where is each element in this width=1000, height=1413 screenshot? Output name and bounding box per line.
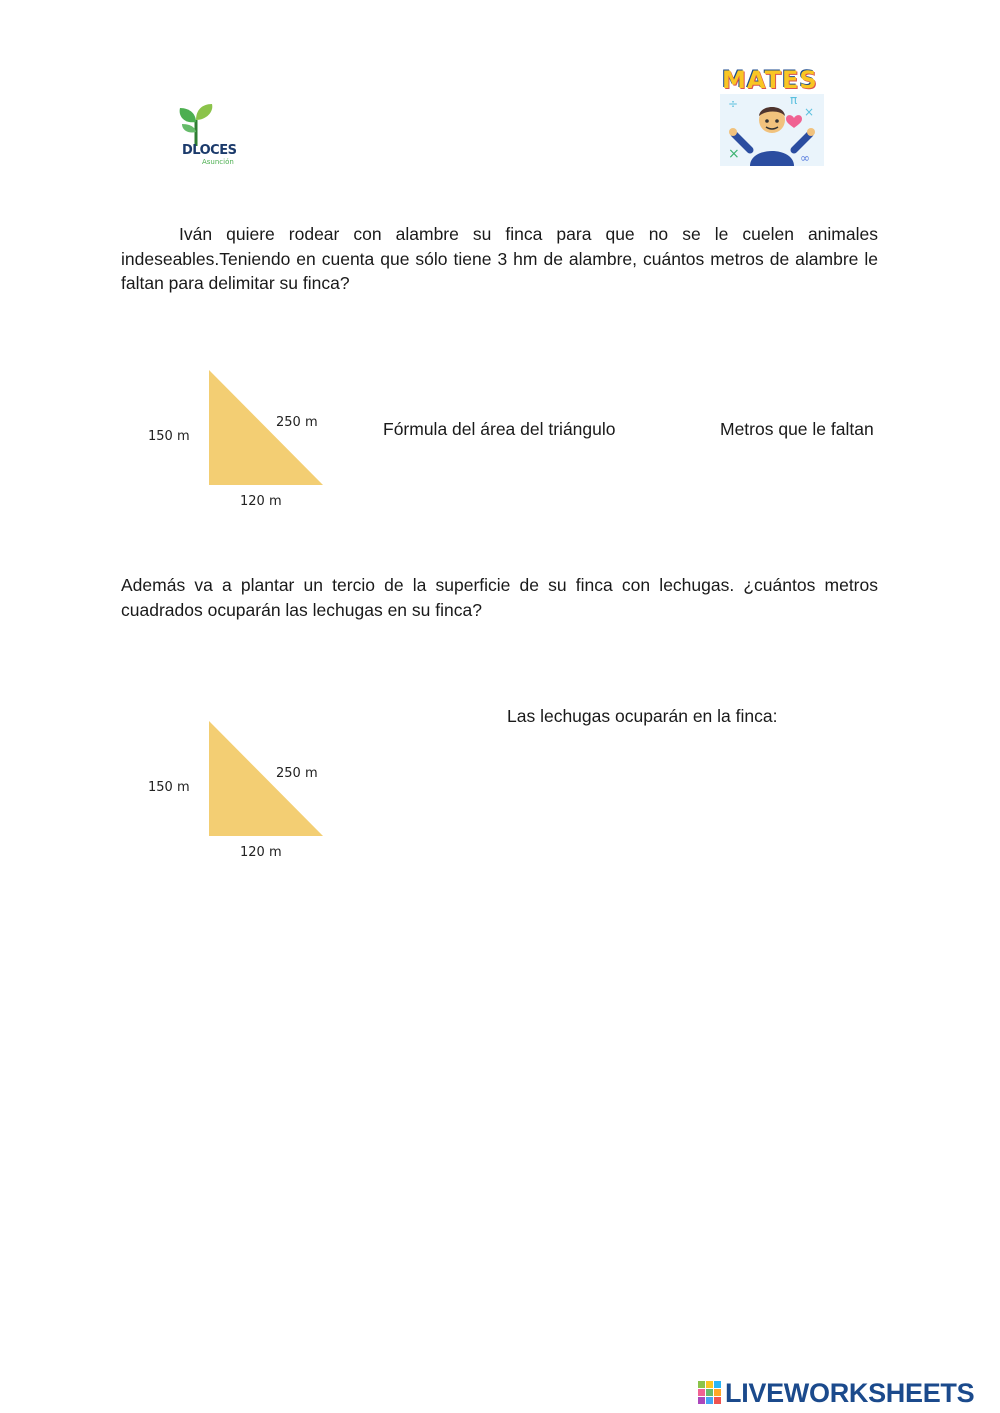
liveworksheets-logo	[698, 1378, 998, 1410]
svg-text:×: ×	[728, 146, 740, 162]
hypotenuse-label: 250 m	[276, 766, 318, 781]
school-subtitle: Asunción	[202, 158, 234, 166]
mates-title: MATES	[722, 66, 818, 94]
svg-text:∞: ∞	[800, 151, 810, 165]
svg-text:÷: ÷	[728, 97, 739, 111]
exercise-2-text: Además va a plantar un tercio de la superficie de su finca con lechugas. ¿cuántos metros cuadrados ocuparán las lechugas en su finca?	[121, 575, 878, 620]
mates-logo	[720, 66, 824, 166]
svg-text:π: π	[790, 94, 798, 107]
liveworksheets-brand: LIVEWORKSHEETS	[725, 1378, 975, 1408]
side-left-label: 150 m	[148, 780, 190, 795]
triangle-figure-2	[130, 711, 340, 871]
side-left-label: 150 m	[148, 429, 190, 444]
avatar-icon	[720, 94, 824, 166]
school-logo	[170, 100, 250, 172]
sprout-icon	[176, 102, 216, 146]
svg-text:×: ×	[804, 105, 815, 119]
exercise-1-text	[121, 222, 878, 296]
school-name: DLOCES	[182, 143, 237, 158]
lettuce-answer-label: Las lechugas ocuparán en la finca:	[507, 706, 778, 726]
exercise-1-statement: Iván quiere rodear con alambre su finca para que no se le cuelen animales indeseables.Teniendo en cuenta que sólo tiene 3 hm de alambre, cuántos metros de alambre le faltan para delimitar su finca?	[121, 224, 878, 293]
missing-meters-label: Metros que le faltan	[720, 419, 874, 439]
base-label: 120 m	[240, 845, 282, 860]
liveworksheets-mark-icon	[698, 1381, 722, 1405]
triangle-figure-1	[130, 360, 340, 520]
missing-label-clip	[720, 419, 878, 443]
formula-label: Fórmula del área del triángulo	[383, 419, 616, 439]
base-label: 120 m	[240, 494, 282, 509]
hypotenuse-label: 250 m	[276, 415, 318, 430]
